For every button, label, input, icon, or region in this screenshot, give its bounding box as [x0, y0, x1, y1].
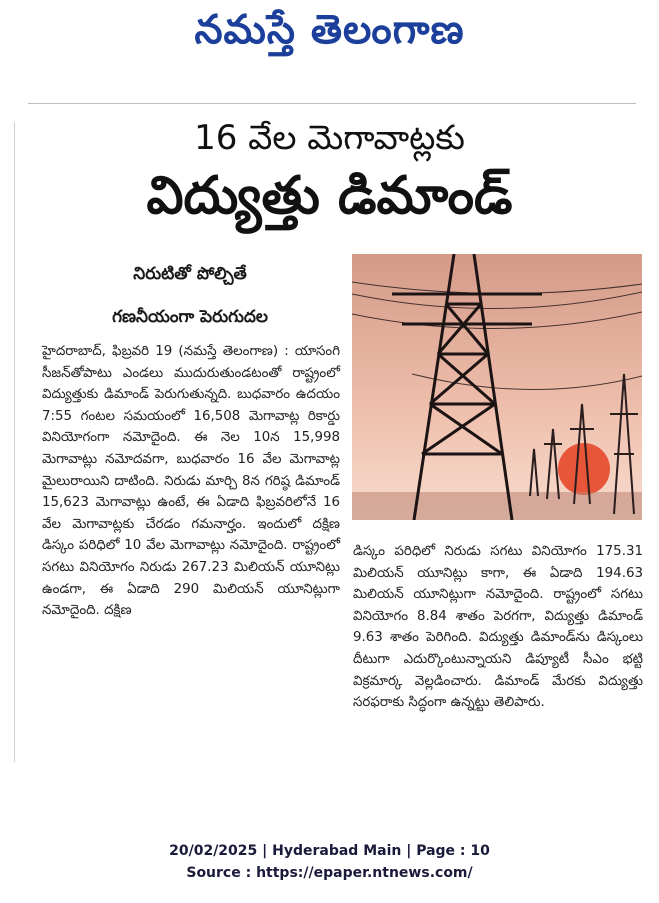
photo-illustration [352, 254, 642, 520]
masthead [0, 0, 659, 78]
headline-line-1: 16 వేల మెగావాట్లకు [194, 118, 465, 158]
footer-source: Source : https://epaper.ntnews.com/ [186, 865, 473, 881]
newspaper-logo: నమస్తే తెలంగాణ [194, 6, 465, 53]
subheadline-line-2: గణనీయంగా పెరుగుదల [112, 307, 268, 327]
sun [558, 443, 610, 495]
headline-line-2: విద్యుత్తు డిమాండ్ [146, 166, 513, 226]
subheadline-line-1: నిరుటితో పోల్చితే [133, 264, 247, 284]
article-body-left: హైదరాబాద్, ఫిబ్రవరి 19 (నమస్తే తెలంగాణ) : యాసంగి సీజన్‌తోపాటు ఎండలు ముదురుతుండటంతో రాష్ట్రంలో విద్యుత్తుకు డిమాండ్ పెరుగుతున్నది. బుధవారం ఉదయం 7:55 గంటల సమయంలో 16,508 మెగావాట్ల రికార్డు వినియోగంగా నమోదైంది. ఈ నెల 10న 15,998 మెగావాట్లు నమోదవగా, బుధవారం 16 వేల మెగావాట్ల మైలురాయిని దాటింది. నిరుడు మార్చి 8న గరిష్ఠ డిమాండ్ 15,623 మెగావాట్లు ఉంటే, ఈ ఏడాది ఫిబ్రవరిలోనే 16 వేల మెగావాట్లకు చేరడం గమనార్హం. ఇందులో దక్షిణ డిస్కం పరిధిలో 10 వేల మెగావాట్లు నమోదైంది. రాష్ట్రంలో సగటు వినియోగం నిరుడు 267.23 మిలియన్ యూనిట్లు ఉండగా, ఈ ఏడాది 290 మిలియన్ యూనిట్లుగా నమోదైంది. దక్షిణ [42, 344, 340, 619]
article-body-right: డిస్కం పరిధిలో నిరుడు సగటు వినియోగం 175.31 మిలియన్ యూనిట్లు కాగా, ఈ ఏడాది 194.63 మిలియన్ యూనిట్లుగా నమోదైంది. రాష్ట్రంలో సగటు వినియోగం 8.84 శాతం పెరగగా, విద్యుత్తు డిమాండ్ 9.63 శాతం పెరిగింది. విద్యుత్తు డిమాండ్‌ను డిస్కంలు దీటుగా ఎదుర్కొంటున్నాయని డిప్యూటీ సీఎం భట్టి విక్రమార్క వెల్లడించారు. డిమాండ్ మేరకు విద్యుత్తు సరఫరాకు సిద్ధంగా ఉన్నట్టు తెలిపారు. [353, 544, 643, 711]
masthead-divider [28, 103, 636, 104]
footer-edition-info: 20/02/2025 | Hyderabad Main | Page : 10 [169, 843, 490, 859]
transmission-towers-photo [352, 254, 642, 520]
